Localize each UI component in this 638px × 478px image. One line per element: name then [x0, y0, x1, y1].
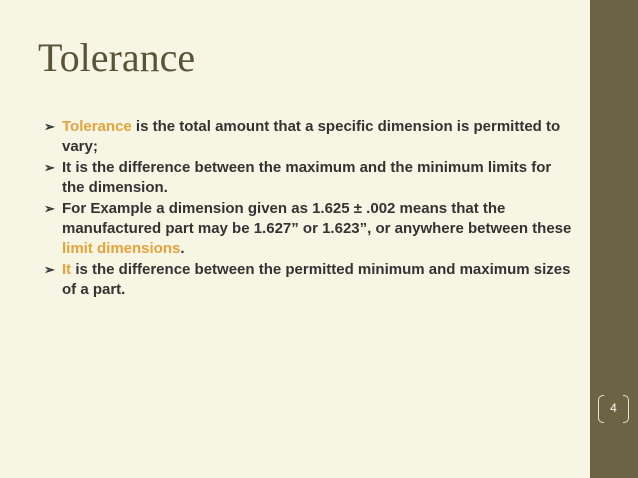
slide-title: Tolerance: [38, 35, 196, 80]
highlight-term: It: [62, 261, 72, 278]
bullet-text-end: .: [180, 240, 185, 257]
bullet-item-3: [44, 199, 574, 259]
highlight-term: Tolerance: [62, 118, 132, 135]
arrow-bullet-icon: ➢: [44, 201, 55, 216]
right-bracket-icon: [623, 395, 629, 423]
bullet-text: is the difference between the permitted minimum and maximum sizes of a part.: [62, 261, 571, 298]
arrow-bullet-icon: ➢: [44, 160, 55, 175]
bullet-text: For Example a dimension given as 1.625 ± .002 means that the manufactured part may be 1.627” or 1.623”, or anywhere between these: [62, 200, 572, 237]
page-number: 4: [610, 401, 617, 415]
bullet-item-2: [44, 158, 574, 198]
arrow-bullet-icon: ➢: [44, 119, 55, 134]
bullet-text: It is the difference between the maximum and the minimum limits for the dimension.: [62, 159, 552, 196]
highlight-term: limit dimensions: [62, 240, 181, 257]
arrow-bullet-icon: ➢: [44, 262, 55, 277]
bullet-item-1: [44, 117, 574, 157]
page-number-box: [598, 395, 629, 423]
bullet-text: is the total amount that a specific dimension is permitted to vary;: [62, 118, 561, 155]
bullet-item-4: [44, 260, 574, 300]
bullet-list: [44, 117, 574, 301]
